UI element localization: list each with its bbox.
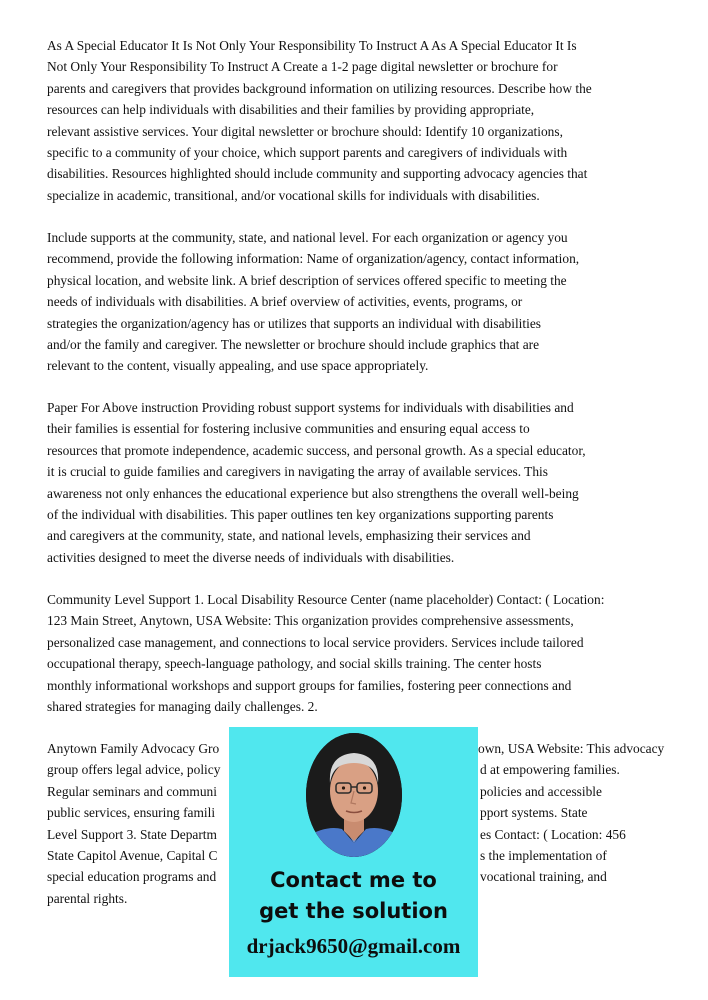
text-line: relevant assistive services. Your digital newsletter or brochure should: Identify 10 organizations, bbox=[47, 123, 563, 139]
text-line: s the implementation of bbox=[480, 848, 607, 864]
text-line: Level Support 3. State Departm bbox=[47, 826, 217, 842]
text-line: parental rights. bbox=[47, 890, 128, 906]
text-line: resources can help individuals with disabilities and their families by providing appropriate, bbox=[47, 102, 535, 118]
text-line: needs of individuals with disabilities. A brief overview of activities, events, programs, or bbox=[47, 294, 523, 310]
text-line: public services, ensuring famili bbox=[47, 805, 216, 821]
text-line: Community Level Support 1. Local Disability Resource Center (name placeholder) Contact: ( Location: bbox=[47, 592, 605, 607]
text-line: vocational training, and bbox=[480, 869, 607, 885]
text-line: 123 Main Street, Anytown, USA Website: This organization provides comprehensive assessments, bbox=[47, 613, 574, 629]
text-line: activities designed to meet the diverse needs of individuals with disabilities. bbox=[47, 549, 455, 565]
text-line: es Contact: ( Location: 456 bbox=[480, 826, 626, 842]
text-line: personalized case management, and connections to local service providers. Services include tailored bbox=[47, 634, 584, 650]
text-line: special education programs and bbox=[47, 869, 217, 885]
text-line: it is crucial to guide families and caregivers in navigating the array of available services. This bbox=[47, 464, 548, 480]
text-line: specialize in academic, transitional, and/or vocational skills for individuals with disabilities. bbox=[47, 187, 540, 203]
contact-promo-banner[interactable] bbox=[229, 727, 478, 977]
text-line: d at empowering families. bbox=[480, 762, 620, 778]
paragraph-community-support bbox=[47, 589, 604, 717]
portrait-photo bbox=[306, 733, 402, 857]
paragraph-paper-intro bbox=[47, 397, 586, 568]
text-line: Include supports at the community, state, and national level. For each organization or agency you bbox=[47, 230, 568, 245]
text-line: parents and caregivers that provides background information on utilizing resources. Describe how the bbox=[47, 80, 592, 96]
text-line: Anytown Family Advocacy Gro bbox=[47, 741, 220, 756]
text-line: awareness not only enhances the educational experience but also strengthens the overall well-being bbox=[47, 485, 579, 501]
text-line: of the individual with disabilities. This paper outlines ten key organizations supporting parents bbox=[47, 507, 554, 523]
text-line: own, USA Website: This advocacy bbox=[478, 741, 665, 756]
text-line: pport systems. State bbox=[480, 805, 588, 821]
text-line: and caregivers at the community, state, and national levels, emphasizing their services and bbox=[47, 528, 531, 544]
text-line: policies and accessible bbox=[480, 783, 602, 799]
text-line: relevant to the content, visually appealing, and use space appropriately. bbox=[47, 358, 429, 374]
contact-email-link[interactable]: drjack9650@gmail.com bbox=[246, 934, 461, 958]
text-line: resources that promote independence, academic success, and personal growth. As a special educator, bbox=[47, 442, 586, 458]
text-line: physical location, and website link. A brief description of services offered specific to meeting the bbox=[47, 272, 567, 288]
text-line: disabilities. Resources highlighted should include community and supporting advocacy agencies that bbox=[47, 166, 588, 182]
paragraph-advocacy-partial bbox=[47, 738, 227, 909]
text-line: and/or the family and caregiver. The newsletter or brochure should include graphics that are bbox=[47, 337, 540, 353]
paragraph-assignment-intro bbox=[47, 35, 592, 206]
text-line: specific to a community of your choice, which support parents and caregivers of individuals with bbox=[47, 145, 568, 161]
text-line: occupational therapy, speech-language pathology, and social skills training. The center hosts bbox=[47, 656, 542, 672]
text-line: strategies the organization/agency has or utilizes that supports an individual with disabilities bbox=[47, 315, 541, 331]
text-line: shared strategies for managing daily challenges. 2. bbox=[47, 699, 318, 715]
paragraph-requirements bbox=[47, 227, 579, 377]
text-line: Paper For Above instruction Providing robust support systems for individuals with disabilities and bbox=[47, 400, 574, 415]
text-line: their families is essential for fostering inclusive communities and ensuring equal access to bbox=[47, 421, 530, 437]
text-line: group offers legal advice, policy bbox=[47, 762, 221, 778]
text-line: Regular seminars and communi bbox=[47, 783, 217, 799]
text-line: As A Special Educator It Is Not Only Your Responsibility To Instruct A As A Special Educator It Is bbox=[47, 38, 577, 53]
promo-headline-line1: Contact me to bbox=[270, 868, 437, 892]
text-line: State Capitol Avenue, Capital C bbox=[47, 848, 218, 864]
text-line: monthly informational workshops and support groups for families, fostering peer connections and bbox=[47, 677, 572, 693]
text-line: recommend, provide the following information: Name of organization/agency, contact information, bbox=[47, 251, 580, 267]
promo-headline-line2: get the solution bbox=[259, 899, 448, 923]
paragraph-advocacy-right bbox=[478, 738, 664, 888]
text-line: Not Only Your Responsibility To Instruct A Create a 1-2 page digital newsletter or brochure for bbox=[47, 59, 558, 75]
